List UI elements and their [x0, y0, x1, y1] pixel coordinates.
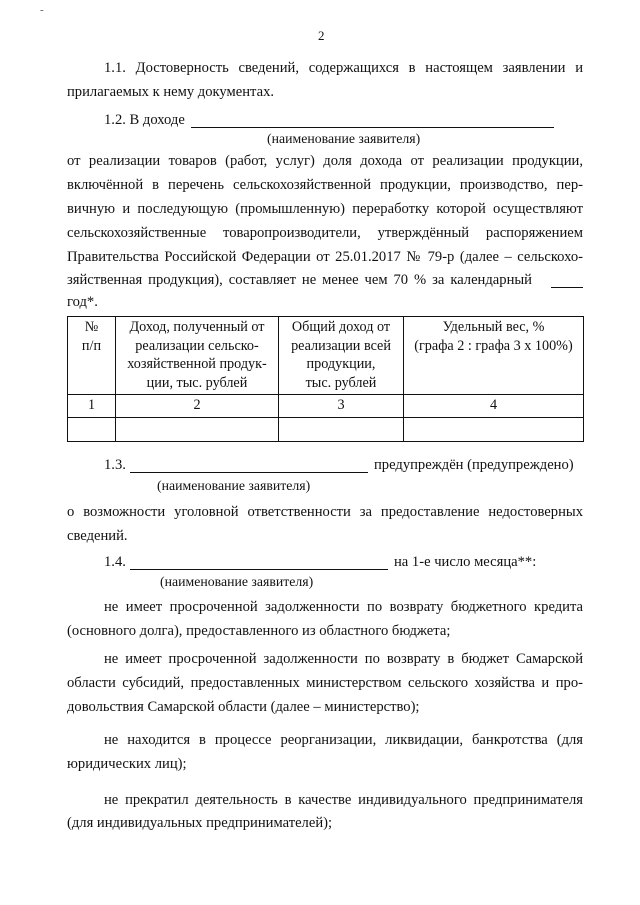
header-cell-agri-income: Доход, полученный от реализации сельско- хозяйственной продук- ции, тыс. рублей [116, 317, 279, 395]
applicant-name-blank-1-2 [191, 115, 554, 128]
income-share-table [67, 316, 584, 442]
clause-1-4-suffix: на 1-е число месяца**: [394, 554, 537, 570]
clause-1-2-prefix: 1.2. В доходе [104, 112, 185, 128]
clause-1-2-line-4: сельскохозяйственные товаропроизводители, утверждённый распоряжением [67, 225, 583, 241]
clause-1-3-prefix: 1.3. [104, 457, 126, 473]
applicant-name-blank-1-4 [130, 557, 388, 570]
clause-1-1-line-2: прилагаемых к нему документах. [67, 84, 275, 100]
column-number-1: 1 [68, 395, 116, 418]
clause-1-3-caption: (наименование заявителя) [157, 478, 311, 493]
condition-4-line-2: (для индивидуальных предпринимателей); [67, 815, 333, 831]
table-header-row [68, 317, 584, 395]
header-cell-total-income: Общий доход от реализации всей продукции, тыс. рублей [279, 317, 404, 395]
clause-1-2-caption: (наименование заявителя) [267, 131, 421, 146]
condition-2-line-1: не имеет просроченной задолженности по возврату в бюджет Самарской [104, 651, 583, 667]
clause-1-2-line-5: Правительства Российской Федерации от 25.01.2017 № 79-р (далее – сельскохо- [67, 249, 583, 265]
condition-4-line-1: не прекратил деятельность в качестве индивидуального предпринимателя [104, 792, 583, 808]
table-column-number-row [68, 395, 584, 418]
column-number-3: 3 [279, 395, 404, 418]
clause-1-3-line-1: о возможности уголовной ответственности за предоставление недостоверных [67, 504, 583, 520]
condition-1-line-1: не имеет просроченной задолженности по возврату бюджетного кредита [104, 599, 583, 615]
clause-1-4-prefix: 1.4. [104, 554, 126, 570]
header-cell-number: № п/п [68, 317, 116, 395]
clause-1-3-suffix: предупреждён (предупреждено) [374, 457, 574, 473]
applicant-name-blank-1-3 [130, 460, 368, 473]
header-cell-share: Удельный вес, % (графа 2 : графа 3 х 100%) [404, 317, 584, 395]
column-number-4: 4 [404, 395, 584, 418]
page-number: 2 [318, 28, 325, 43]
calendar-year-blank [551, 275, 583, 288]
clause-1-3-line-2: сведений. [67, 528, 128, 544]
column-number-2: 2 [116, 395, 279, 418]
empty-cell [279, 417, 404, 441]
condition-1-line-2: (основного долга), предоставленного из областного бюджета; [67, 623, 451, 639]
condition-3-line-2: юридических лиц); [67, 756, 187, 772]
corner-mark: - [40, 4, 44, 16]
clause-1-2-line-6: зяйственная продукция), составляет не менее чем 70 % за календарный [67, 272, 532, 288]
clause-1-1-line-1: 1.1. Достоверность сведений, содержащихся в настоящем заявлении и [104, 60, 583, 76]
empty-cell [404, 417, 584, 441]
condition-2-line-2: области субсидий, предоставленных министерством сельского хозяйства и про- [67, 675, 583, 691]
clause-1-2-line-1: от реализации товаров (работ, услуг) доля дохода от реализации продукции, [67, 153, 583, 169]
clause-1-2-line-3: вичную и последующую (промышленную) переработку которой осуществляют [67, 201, 583, 217]
empty-cell [68, 417, 116, 441]
condition-3-line-1: не находится в процессе реорганизации, ликвидации, банкротства (для [104, 732, 583, 748]
clause-1-2-line-7: год*. [67, 294, 98, 310]
empty-cell [116, 417, 279, 441]
clause-1-2-line-2: включённой в перечень сельскохозяйственной продукции, производство, пер- [67, 177, 583, 193]
condition-2-line-3: довольствия Самарской области (далее – министерство); [67, 699, 420, 715]
table-empty-data-row [68, 417, 584, 441]
clause-1-4-caption: (наименование заявителя) [160, 574, 314, 589]
